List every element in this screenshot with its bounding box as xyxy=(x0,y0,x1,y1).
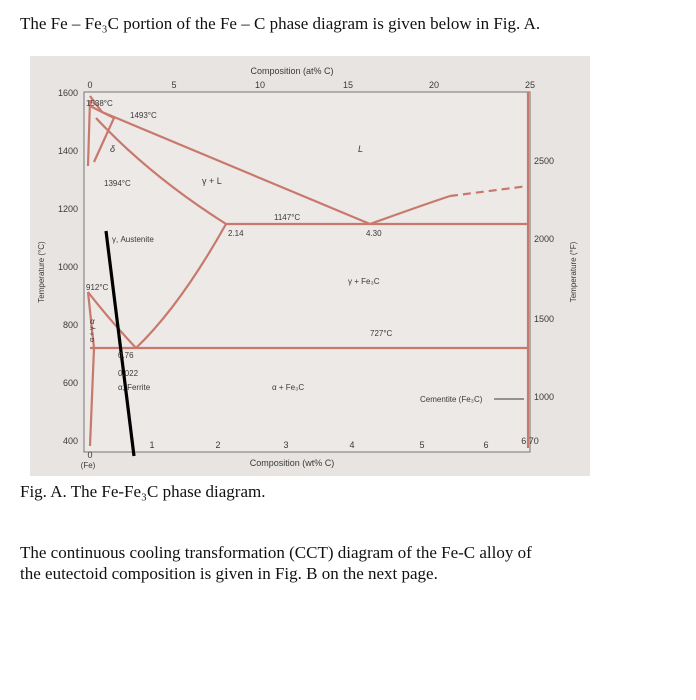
bottom-tick-label: 0 xyxy=(87,450,93,460)
left-tick-label: 1200 xyxy=(57,204,78,214)
top-tick-label: 10 xyxy=(254,80,266,90)
label-727: 727°C xyxy=(370,329,393,338)
label-cementite: Cementite (Fe₃C) xyxy=(420,395,483,404)
right-tick-label: 1500 xyxy=(534,314,555,324)
right-axis-title: Temperature (°F) xyxy=(569,241,578,303)
bottom-tick-label: 2 xyxy=(215,440,221,450)
phase-diagram-figure xyxy=(30,56,590,476)
bottom-tick-label: 6.70 xyxy=(521,436,539,446)
label-0-76: 0.76 xyxy=(118,351,134,360)
label-alpha-plus-fe3c: α + Fe₃C xyxy=(272,383,305,392)
left-tick-label: 1400 xyxy=(57,146,78,156)
left-tick-label: 600 xyxy=(62,378,78,388)
label-alpha: α xyxy=(90,317,95,326)
top-tick-label: 5 xyxy=(171,80,177,90)
label-delta: δ xyxy=(110,144,116,154)
top-tick-label: 20 xyxy=(428,80,440,90)
label-1147: 1147°C xyxy=(274,213,301,222)
label-1538: 1538°C xyxy=(86,99,113,108)
right-tick-label: 2500 xyxy=(534,156,555,166)
left-axis-title: Temperature (°C) xyxy=(37,241,46,303)
paragraph-line: the eutectoid composition is given in Fig. B on the next page. xyxy=(20,564,438,583)
label-alpha-plus-gamma: α + γ xyxy=(89,326,96,342)
left-tick-label: 1000 xyxy=(57,262,78,272)
figure-caption: Fig. A. The Fe-Fe₃C phase diagram. xyxy=(20,482,266,501)
left-tick-label: 800 xyxy=(62,320,78,330)
bottom-tick-label: 4 xyxy=(349,440,355,450)
top-tick-label: 15 xyxy=(342,80,354,90)
label-gamma-plus-fe3c: γ + Fe₃C xyxy=(348,277,380,286)
bottom-axis-title: Composition (wt% C) xyxy=(249,458,335,468)
label-1394: 1394°C xyxy=(104,179,131,188)
bottom-tick-label: 5 xyxy=(419,440,425,450)
cct-paragraph xyxy=(20,542,680,584)
page-heading: The Fe – Fe₃C portion of the Fe – C phase diagram is given below in Fig. A. xyxy=(20,14,541,33)
phase-diagram xyxy=(30,56,590,476)
label-1493: 1493°C xyxy=(130,111,157,120)
label-ferrite: α, Ferrite xyxy=(118,383,151,392)
label-austenite: γ, Austenite xyxy=(112,235,154,244)
bottom-tick-label: 1 xyxy=(149,440,155,450)
bottom-tick-label: 6 xyxy=(483,440,489,450)
bottom-tick-label: 3 xyxy=(283,440,289,450)
origin-fe-label: (Fe) xyxy=(80,461,96,470)
right-tick-label: 2000 xyxy=(534,234,555,244)
left-tick-label: 1600 xyxy=(57,88,78,98)
label-liquid: L xyxy=(358,144,364,154)
top-axis-title: Composition (at% C) xyxy=(250,66,334,76)
label-2-14: 2.14 xyxy=(228,229,244,238)
label-4-30: 4.30 xyxy=(366,229,382,238)
left-tick-label: 400 xyxy=(62,436,78,446)
label-912: 912°C xyxy=(86,283,109,292)
label-0-022: 0.022 xyxy=(118,369,139,378)
label-gamma-plus-liquid: γ + L xyxy=(202,176,222,186)
right-tick-label: 1000 xyxy=(534,392,555,402)
paragraph-line: The continuous cooling transformation (CCT) diagram of the Fe-C alloy of xyxy=(20,543,532,562)
top-tick-label: 25 xyxy=(524,80,536,90)
top-tick-label: 0 xyxy=(87,80,93,90)
